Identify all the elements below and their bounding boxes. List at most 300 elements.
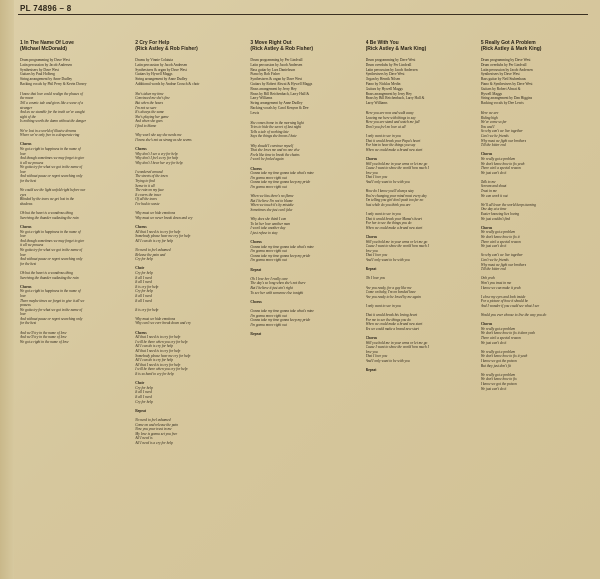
credit-line: Synthesisers by Dave West bbox=[480, 72, 520, 77]
lyric-line: For me to see the things you do bbox=[365, 317, 411, 322]
lyric-line: It's always the same bbox=[135, 110, 165, 115]
lyric-line: I know we can make it yeah bbox=[480, 285, 521, 290]
lyric-line: There ain't a special reason bbox=[480, 239, 521, 244]
lyric-line: We just couldn't find bbox=[480, 216, 511, 221]
lyric-line: We got a right to happiness in the name of bbox=[20, 146, 81, 151]
lyric-line: The rain on my face bbox=[135, 188, 164, 193]
lyric-line: We don't know how to fix it darn yeah bbox=[480, 331, 535, 336]
song-title-name: 1 In The Name Of Love bbox=[20, 40, 74, 46]
lyric-line: Is nothing worth the damn without the danger bbox=[20, 119, 86, 124]
lyric-line: We've come so far bbox=[480, 120, 507, 125]
lyric-line: We really got a problem bbox=[480, 156, 516, 161]
song-title bbox=[250, 40, 359, 52]
lyric-line: Why don't I feel a cry for help bbox=[135, 156, 179, 161]
lyric-line: We got a right to happiness in the name of bbox=[20, 229, 81, 234]
lyric-line: Now you your trust in me bbox=[135, 427, 172, 432]
lyric-line: And without pause or regret searching only bbox=[20, 257, 83, 262]
lyric-line: Oh but the heart is a wondrous thing bbox=[20, 211, 73, 216]
lyric-line: She comes home in the morning light bbox=[250, 120, 304, 125]
lyric-line: When we could make a brand new start bbox=[365, 147, 423, 152]
lyric-line: But when the hours bbox=[135, 100, 164, 105]
song-title-name: 3 Move Right Out bbox=[250, 40, 292, 46]
lyric-line: And I only want to be with you bbox=[365, 179, 410, 184]
lyric-line: I'm gonna move right out bbox=[250, 175, 287, 180]
lyric-line: There ain't a special reason bbox=[480, 166, 521, 171]
lyric-line: All that I need is to cry for help bbox=[135, 335, 181, 340]
lyric-line: And without pause or regret searching only bbox=[20, 174, 83, 179]
credit-line: String arrangement by Dan Higgins bbox=[480, 96, 533, 101]
lyric-line: So why can't we live together bbox=[480, 129, 523, 134]
lyric-line: Cry for help bbox=[135, 385, 153, 390]
lyric-line: My love is gonna set you free bbox=[135, 431, 178, 436]
lyric-line: We really got a problem bbox=[480, 372, 516, 377]
lyric-line: That it would break your Mama's heart bbox=[365, 216, 422, 221]
lyric-line: It all I need bbox=[135, 280, 152, 285]
lyric-line: Why does she think I can bbox=[250, 217, 287, 222]
lyric-line: love bbox=[20, 252, 26, 257]
credit-line: Latin percussion by Jacob Andersen bbox=[20, 62, 72, 67]
lyric-line: For her to see the things you do bbox=[365, 221, 412, 226]
lyric-line: To see her with someone else tonight bbox=[250, 290, 304, 295]
lyric-line: Yes we could make a brand new start bbox=[365, 326, 419, 331]
lyric-line: I will be there when you cry for help bbox=[135, 339, 188, 344]
lyric-line: Cry for help bbox=[135, 289, 153, 294]
lyric-line: Where we're only free in a desperate ring bbox=[20, 133, 80, 138]
lyric-line: But they just don't fit bbox=[480, 363, 511, 368]
song-title-name: 2 Cry For Help bbox=[135, 40, 170, 46]
credit-line: Additional words by Andrae Crouch & choir bbox=[135, 81, 200, 86]
section-label: Repeat bbox=[250, 331, 262, 336]
lyric-line: Here you are stand and watch me fall bbox=[365, 120, 420, 125]
lyric-line: I only want to see in you bbox=[365, 133, 401, 138]
lyric-line: Gonna take my time gonna take what's mine bbox=[250, 171, 314, 176]
lyric-line: Are you ready, for a guy like me bbox=[365, 285, 412, 290]
lyric-line: And we'll try in the name of love bbox=[20, 330, 67, 335]
lyric-line: Won't you trust in me bbox=[480, 280, 512, 285]
credit-line: String arrangement by Anne Dudley bbox=[20, 77, 73, 82]
credit-line: String arrangement by Anne Dudley bbox=[250, 101, 303, 106]
lyric-line: It all I need bbox=[135, 293, 152, 298]
song-credits bbox=[250, 58, 359, 116]
lyric-line: That I love you bbox=[365, 175, 388, 180]
lyric-line: Of all the tears bbox=[135, 197, 157, 202]
lyric-line: When we kiss there's no flame bbox=[250, 194, 294, 199]
lyric-line: When we could make a brand new start bbox=[365, 225, 423, 230]
lyric-line: Are you ready to be loved by me again bbox=[365, 294, 421, 299]
lyric-line: I'm gonna move right out bbox=[250, 184, 287, 189]
lyric-line: That it would break your Papa's heart bbox=[365, 138, 421, 143]
section-label: Repeat bbox=[250, 267, 262, 272]
credit-line: Guitars by Robert Ahwai & Hywell Maggs bbox=[250, 81, 313, 86]
credit-line: Lewis bbox=[250, 110, 260, 115]
lyric-line: All that I need is to cry for help bbox=[135, 362, 181, 367]
lyric-line: It is cry for help bbox=[135, 307, 159, 312]
lyric-line: I only want to see in you bbox=[365, 212, 401, 217]
lyric-line: Blinded by the tears we get lost in the bbox=[20, 197, 75, 202]
song-column bbox=[250, 40, 359, 570]
lyric-line: We don't know how to fix it bbox=[480, 235, 520, 239]
lyric-line: We just can't do it bbox=[480, 170, 507, 175]
lyric-line: And I only want to be with you bbox=[365, 359, 410, 364]
lyric-line: possess bbox=[20, 303, 31, 308]
credit-line: Piano & Synthesisers by Dave West bbox=[480, 81, 533, 86]
lyric-line: That she loves me and no one else bbox=[250, 148, 300, 153]
lyric-line: We'll all leave the world keeps turning bbox=[480, 202, 536, 207]
song-lyrics bbox=[20, 92, 129, 345]
lyric-line: shadows bbox=[20, 202, 33, 207]
lyric-line: We don't know how to fix bbox=[480, 377, 517, 382]
lyric-line: Why won't she say she needs me bbox=[135, 133, 182, 138]
lyric-line: Gonna take my time gonna take what's mine bbox=[250, 244, 314, 249]
section-label: Repeat bbox=[365, 368, 377, 373]
lyric-line: It all I need bbox=[135, 275, 152, 280]
lyric-line: We just can't do it bbox=[480, 340, 507, 345]
lyric-line: love bbox=[20, 151, 26, 156]
lyric-line: for the best bbox=[20, 261, 37, 266]
song-title bbox=[481, 40, 590, 52]
section-label: Chorus bbox=[480, 322, 493, 327]
credit-line: Guitars by Robert Ahwai & bbox=[480, 86, 521, 91]
credit-line: Drum programming by Dave West bbox=[365, 58, 416, 62]
lyric-line: Sometimes she just can't fake bbox=[250, 207, 293, 212]
credit-line: Synthesisers by Dave West bbox=[20, 67, 59, 72]
section-label: Chorus bbox=[250, 240, 262, 244]
section-label: Choir bbox=[135, 381, 145, 386]
lyric-line: The streets of the town bbox=[135, 174, 168, 179]
lyric-line: You're changing your mind most every day bbox=[365, 193, 427, 198]
lyric-line: We don't know how to fix it yeah bbox=[480, 354, 528, 359]
credit-line: Piano by Nicklas Medin bbox=[365, 81, 401, 86]
lyric-line: We really got a problem bbox=[480, 349, 516, 354]
song-title-name: 4 Be With You bbox=[365, 40, 399, 46]
song-lyrics bbox=[250, 121, 359, 337]
lyric-line: Why must we hide emotions bbox=[135, 211, 176, 216]
lyric-line: Oh but the heart is a wondrous thing bbox=[20, 270, 73, 275]
lyric-line: Cause I want to show the world how much I bbox=[365, 166, 429, 171]
lyric-line: I just refuse to stay bbox=[250, 230, 278, 235]
lyric-line: I'm gonna move right out bbox=[250, 258, 287, 263]
credit-line: Latin percussion by Jacob Andersen bbox=[135, 62, 188, 67]
credit-line: Drum programming by Per Lindvall bbox=[250, 58, 303, 62]
lyric-line: All that I need is to cry for help bbox=[135, 229, 181, 234]
lyric-line: I'm not so sure bbox=[135, 105, 157, 110]
lyric-line: Can't we be friends bbox=[480, 133, 509, 138]
section-label: Chorus bbox=[250, 299, 262, 304]
section-label: Chorus bbox=[20, 142, 32, 147]
lyric-line: I know she's not as strong as she seems bbox=[135, 137, 192, 142]
lyric-line: Surviving the thunder outlasting the rain bbox=[20, 275, 79, 280]
lyric-line: But I believe I'm not to blame bbox=[250, 198, 293, 203]
song-column bbox=[481, 40, 590, 570]
lyric-line: I wondered around bbox=[135, 169, 163, 174]
lyric-line: That I love you bbox=[365, 354, 388, 359]
lyric-line: Somebody please hear me cry for help bbox=[135, 234, 191, 239]
lyric-line: I won't be fooled again bbox=[250, 157, 284, 162]
song-column bbox=[366, 40, 475, 570]
credit-line: Brass by Bill Reichenbach, Larry Hall & bbox=[250, 91, 310, 96]
song-column bbox=[135, 40, 244, 570]
song-title bbox=[366, 40, 475, 52]
header-rule bbox=[18, 14, 588, 15]
lyric-line: We could see the light unfold right before our bbox=[20, 188, 86, 193]
song-title-name: 5 Really Got A Problem bbox=[480, 40, 536, 46]
credit-line: Synthesisers & organ by Dave West bbox=[135, 67, 187, 72]
credit-line: Larry Williams bbox=[365, 101, 388, 106]
credit-line: Bass guitar by Neil Stubenhaus bbox=[480, 77, 526, 82]
lyric-line: How do I know you'll always stay bbox=[365, 189, 414, 194]
lyric-line: We don't know how to fix yeah bbox=[480, 161, 525, 166]
lyric-line: love you bbox=[365, 170, 378, 175]
lyric-line: For a picture of how it should be bbox=[480, 299, 529, 304]
lyric-line: Gonna take my time gonna keep my pride bbox=[250, 253, 311, 258]
credit-line: Guitars by Hywell Maggs bbox=[365, 86, 403, 91]
lyric-line: for the best bbox=[20, 321, 37, 326]
lyric-line: It all I need bbox=[135, 298, 152, 303]
credit-line: Organ by Henrik Nilsen bbox=[365, 77, 401, 82]
section-label: Repeat bbox=[365, 267, 377, 272]
lyric-line: We really got a problem bbox=[480, 230, 516, 235]
lyric-line: No need to feel ashamed bbox=[135, 417, 171, 422]
lyric-line: And I wonder if you could see what I see bbox=[480, 303, 540, 308]
lyric-line: Cry for help bbox=[135, 270, 153, 275]
lyric-line: Don't you feel no love at all bbox=[365, 124, 406, 129]
credit-line: Latin percussion by Jacob Andersen bbox=[250, 62, 303, 67]
credit-line: Latin percussion by Jacob Andersen bbox=[480, 67, 533, 72]
lyric-line: We just can't do it bbox=[480, 244, 507, 249]
lyric-line: Gonna take my time gonna keep my pride bbox=[250, 180, 311, 185]
lyric-line: It all I need bbox=[135, 390, 152, 395]
section-label: Chorus bbox=[250, 166, 262, 171]
lyric-line: I know that love could realign the phases of bbox=[20, 91, 83, 96]
lyric-line: And we'll try in the name of love bbox=[20, 335, 67, 340]
credit-line: String arrangement by Anne Dudley bbox=[135, 77, 188, 82]
lyric-line: All I can do is cry for help bbox=[135, 358, 174, 363]
lyric-line: I'm gonna move right out bbox=[250, 249, 287, 254]
song-credits bbox=[481, 58, 590, 106]
lyric-line: Gonna take my time gonna take what's mine bbox=[250, 308, 314, 313]
lyric-line: To let her love another man bbox=[250, 221, 291, 226]
lyric-line: But I believe it just ain't right bbox=[250, 285, 293, 290]
song-credits bbox=[135, 58, 244, 87]
song-writers: (Rick Astley & Mark King) bbox=[480, 46, 542, 52]
lyric-line: And I only want to be with you bbox=[365, 257, 410, 262]
lyric-line: Scream and shout bbox=[480, 184, 507, 189]
lyric-line: For him to hear the things you say bbox=[365, 143, 416, 148]
credit-line: Brass arrangement by Jerry Hey bbox=[365, 91, 412, 96]
lyric-line: We got a right in the name of love bbox=[20, 339, 69, 344]
lyric-line: All I can do is cry for help bbox=[135, 344, 174, 349]
lyric-line: Till the bitter end bbox=[480, 267, 506, 272]
lyric-line: We gotta try for what we got in the name of bbox=[20, 247, 83, 252]
section-label: Chorus bbox=[480, 225, 493, 230]
credit-line: Drum programming by Dave West bbox=[480, 58, 531, 62]
lyric-line: Why don't I hear her cry for help bbox=[135, 160, 183, 165]
section-label: Chorus bbox=[135, 330, 147, 335]
song-writers: (Rick Astley & Rob Fisher) bbox=[250, 46, 314, 52]
credit-line: Latin percussion by Jacob Andersen bbox=[365, 67, 418, 72]
lyric-line: love bbox=[20, 169, 26, 174]
lyric-line: Easier knowing lies loving bbox=[480, 212, 520, 217]
lyric-line: Surviving the thunder outlasting the rain bbox=[20, 215, 79, 220]
lyric-line: I only want to see in you bbox=[365, 303, 401, 308]
section-label: Chorus bbox=[135, 225, 147, 229]
lyric-line: And though sometimes we may forget to give bbox=[20, 156, 85, 161]
lyric-line: Convinced me she's fine bbox=[135, 96, 170, 101]
lyric-line: love bbox=[20, 293, 26, 298]
credit-line: Guitars by Paul Holberg bbox=[20, 72, 55, 77]
song-title bbox=[135, 40, 244, 52]
catalog-number: PL 74896 – 8 bbox=[20, 4, 72, 13]
lyric-line: Can't we be friends bbox=[480, 257, 509, 262]
lyric-line: I will be there when you cry for help bbox=[135, 367, 188, 372]
credit-line: Drum overdubs by Per Lindvall bbox=[480, 62, 527, 67]
lyric-line: And as we stumble for the truth we've caught bbox=[20, 110, 85, 115]
lyric-line: sight of the bbox=[20, 114, 36, 119]
section-label: Chorus bbox=[365, 336, 377, 341]
section-label: Chorus bbox=[365, 235, 377, 239]
lyric-line: We really got a problem bbox=[480, 326, 516, 331]
lyric-line: That it would break his loving heart bbox=[365, 313, 418, 318]
song-writers: (Rick Astley & Mark King) bbox=[365, 46, 427, 52]
lyric-line: There maybe times we forget to give it all we bbox=[20, 298, 85, 303]
credit-line: Synthesisers by Dave West bbox=[365, 72, 405, 77]
lyric-line: Oh I love you bbox=[365, 276, 386, 281]
lyric-line: I won't take another day bbox=[250, 226, 286, 231]
lyric-line: eyes bbox=[20, 192, 27, 197]
lyric-line: Come on baby, I'm on bended knee bbox=[365, 290, 416, 295]
credit-line: Bass guitar by Lars Danielsson bbox=[250, 67, 296, 72]
song-columns bbox=[20, 40, 590, 570]
lyric-line: All I can do is cry for help bbox=[135, 238, 174, 243]
lyric-line: All that I need is to cry for help bbox=[135, 349, 181, 354]
lyric-line: Why must we hide emotions bbox=[135, 316, 176, 321]
lyric-line: And though sometimes we may forget to give bbox=[20, 238, 85, 243]
lyric-line: love bbox=[20, 312, 26, 317]
lyric-line: That I love you bbox=[365, 253, 388, 258]
lyric-line: Trying to find bbox=[135, 179, 155, 184]
lyric-line: Till the bitter end bbox=[480, 143, 506, 148]
lyric-line: We're lost in a world of illusive dreams bbox=[20, 128, 76, 133]
lyric-line: Why must we never break down and cry bbox=[135, 215, 193, 220]
lyric-line: We gotta try for what we got in the name of bbox=[20, 165, 83, 170]
song-title bbox=[20, 40, 129, 52]
lyric-line: Leaving me here with things to say bbox=[365, 115, 416, 120]
lyric-line: Trust in me bbox=[480, 189, 497, 194]
song-credits bbox=[20, 58, 129, 87]
section-label: Choir bbox=[135, 266, 145, 271]
lyric-line: There ain't a special reason bbox=[480, 336, 521, 341]
lyric-line: It all I need bbox=[135, 394, 152, 399]
song-writers: (Michael McDonald) bbox=[20, 46, 67, 52]
lyric-line: Why can't we ever break down and cry bbox=[135, 321, 191, 326]
lyric-line: Somebody please hear me cry for help bbox=[135, 353, 191, 358]
lyric-line: Release the pain and bbox=[135, 252, 166, 257]
song-writers: (Rick Astley & Rob Fisher) bbox=[135, 46, 198, 52]
lyric-line: I'm gonna move right out bbox=[250, 322, 287, 327]
lyric-line: She's playing her game bbox=[135, 114, 169, 119]
lyric-line: Here we are bbox=[480, 110, 499, 115]
lyric-line: It is so hard to cry for help bbox=[135, 372, 174, 376]
lyric-line: Ooh yeah bbox=[480, 276, 495, 281]
credit-line: Brass by Bill Reichenbach, Larry Hall & bbox=[365, 96, 425, 101]
lyric-line: Tries to hide the secret of last night bbox=[250, 125, 302, 130]
credit-line: Backing vocals by Phil Perry & Kevin Dorsey bbox=[20, 81, 87, 86]
section-label: Chorus bbox=[135, 146, 147, 151]
lyric-line: Will you hold me in your arms or let me go bbox=[365, 340, 428, 345]
lyric-line: Will you hold me in your arms or let me go bbox=[365, 239, 428, 244]
song-lyrics bbox=[135, 92, 244, 446]
lyric-line: The day's so long when she's not there bbox=[250, 281, 306, 286]
lyric-line: Tells a tale of working late bbox=[250, 129, 289, 134]
lyric-line: You and I bbox=[480, 124, 495, 129]
lyric-line: She's taken my time bbox=[135, 91, 164, 96]
lyric-line: love bbox=[20, 234, 26, 239]
credit-line: Drum overdubs by Per Lindvall bbox=[365, 62, 412, 67]
lyric-line: One day at a time bbox=[480, 207, 507, 212]
credit-line: Hywell Maggs bbox=[480, 91, 503, 96]
lyric-line: I've had to waste bbox=[135, 202, 160, 207]
lyric-line: Why should I convince myself bbox=[250, 143, 294, 148]
lyric-line: stranger bbox=[20, 105, 33, 110]
lyric-line: It is cry for help bbox=[135, 284, 159, 289]
lyric-line: Would you ever choose to live the way you do bbox=[480, 313, 547, 318]
lyric-line: We got a right to happiness in the name of bbox=[20, 289, 81, 294]
lyric-line: it all we possess bbox=[20, 160, 44, 165]
lyric-line: Tell a cosmic tale and gives like a wave of a bbox=[20, 100, 84, 105]
lyric-line: it all we possess bbox=[20, 243, 44, 248]
credit-line: Synthesisers & organ by Dave West bbox=[250, 77, 302, 82]
lyric-line: for the best bbox=[20, 179, 37, 184]
lyric-line: So why can't we live together bbox=[480, 253, 523, 258]
lyric-line: When we could make a brand new start bbox=[365, 322, 423, 327]
lyric-line: Cause I want to show the world how much I bbox=[365, 345, 429, 350]
song-credits bbox=[366, 58, 475, 106]
lyric-line: Feels like time to break the chains bbox=[250, 152, 300, 157]
lyric-line: the moon bbox=[20, 96, 34, 101]
lyric-line: And when she goes bbox=[135, 119, 163, 124]
lyric-line: Gonna take my time gonna keep my pride bbox=[250, 318, 311, 323]
lyric-line: All I need is bbox=[135, 436, 153, 441]
credit-line: Backing vocals by Dee Lewis bbox=[480, 101, 524, 106]
credit-line: Larry Williams bbox=[250, 96, 273, 101]
section-label: Chorus bbox=[20, 284, 32, 289]
lyric-line: Just while do you think you are bbox=[365, 202, 411, 207]
section-label: Repeat bbox=[135, 408, 146, 413]
lyric-line: Why must we fight our brothers bbox=[480, 138, 527, 143]
credit-line: Piano by Rob Fisher bbox=[250, 72, 280, 77]
lyric-line: Riding high bbox=[480, 115, 498, 120]
credit-line: Drums by Vinnie Colaiuta bbox=[135, 58, 173, 62]
song-column bbox=[20, 40, 129, 570]
section-label: Chorus bbox=[365, 156, 377, 161]
song-lyrics bbox=[366, 111, 475, 373]
lyric-line: Cause I want to show the world how much I bbox=[365, 244, 429, 249]
lyric-line: love you bbox=[365, 248, 378, 253]
lyric-line: I close my eyes and look inside bbox=[480, 294, 526, 299]
credit-line: Backing vocals by Carol Kenyon & Dee bbox=[250, 105, 309, 110]
lyric-line: We gotta try for what we got in the name of bbox=[20, 307, 83, 312]
lyric-line: When we touch it's by mistake bbox=[250, 203, 294, 208]
lyric-line: Oh I love her I really care bbox=[250, 276, 288, 281]
lyric-line: I'm telling you girl don't push too far no bbox=[365, 198, 424, 203]
lyric-line: I find to blame bbox=[135, 123, 157, 128]
lyric-line: love you bbox=[365, 349, 378, 354]
lyric-line: I'm gonna move right out bbox=[250, 313, 287, 318]
lyric-line: Why must we fight our brothers bbox=[480, 262, 527, 267]
lyric-line: And without pause or regret searching only bbox=[20, 316, 83, 321]
lyric-line: We can work it out bbox=[480, 193, 508, 198]
lyric-line: It covers the trace bbox=[135, 192, 162, 197]
